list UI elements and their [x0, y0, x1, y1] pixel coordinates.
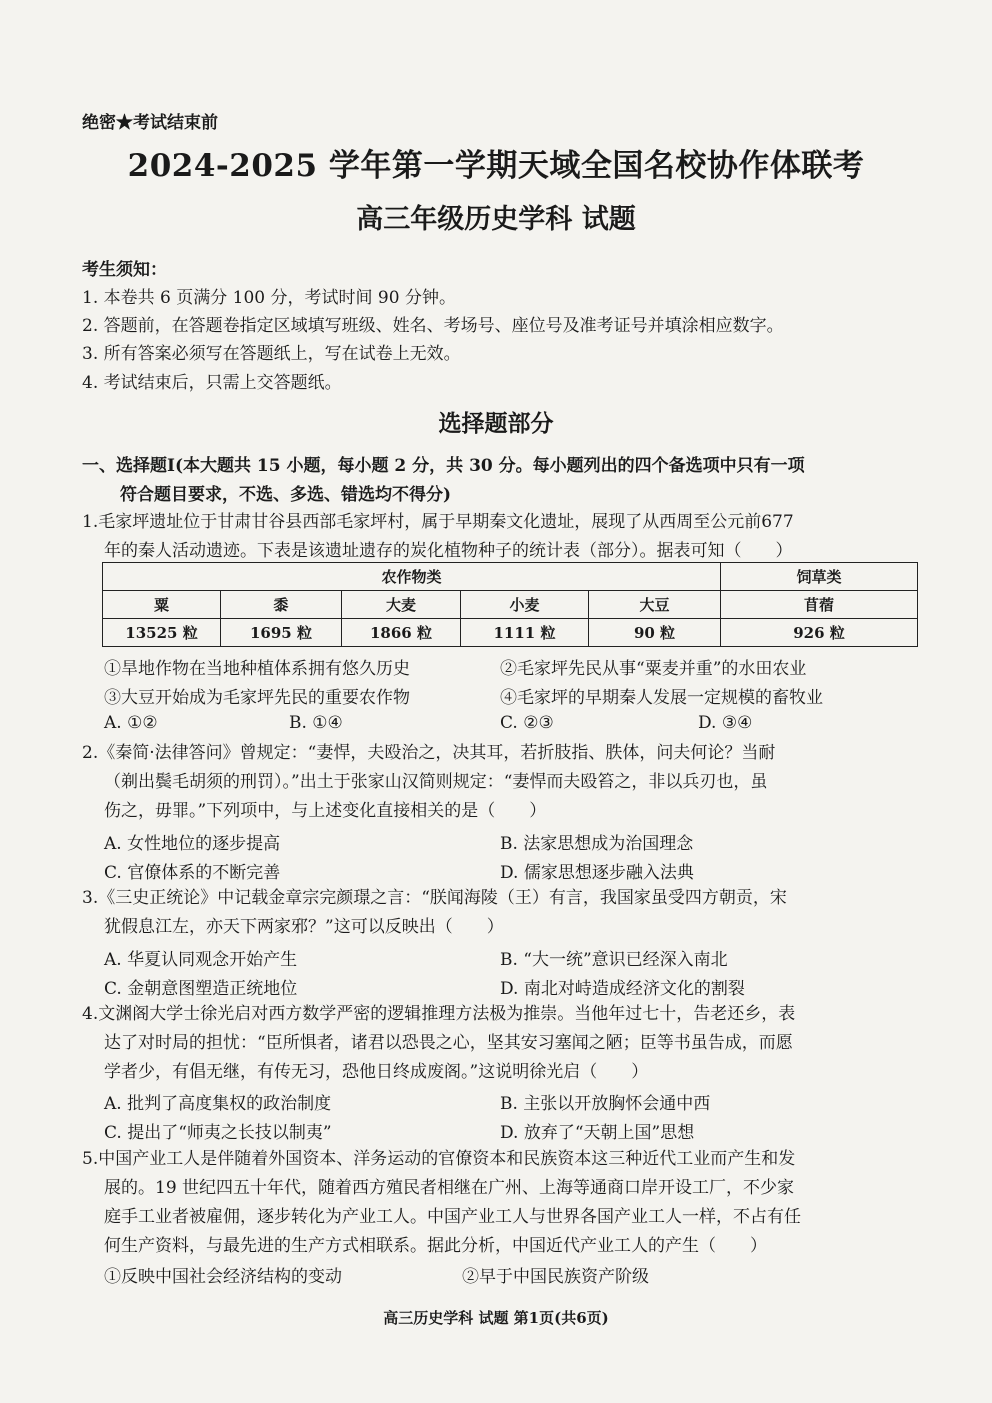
table-cell: 926 粒: [721, 619, 918, 647]
notice-item: 4. 考试结束后，只需上交答题纸。: [82, 373, 342, 393]
table-cell: 1866 粒: [342, 619, 461, 647]
question-2-line-3: 伤之，毋罪。”下列项中，与上述变化直接相关的是（ ）: [104, 801, 547, 821]
option-b: B. 主张以开放胸怀会通中西: [500, 1094, 711, 1114]
exam-title: 2024-2025 学年第一学期天域全国名校协作体联考: [127, 148, 865, 184]
option-c: C. ②③: [500, 713, 554, 733]
question-4-line-2: 达了对时局的担忧：“臣所惧者，诸君以恐畏之心，坚其安习塞闻之陋；臣等书虽告成，而愿: [104, 1033, 793, 1053]
statement: ②毛家坪先民从事“粟麦并重”的水田农业: [500, 659, 807, 679]
part-instructions: [82, 452, 942, 510]
exam-subtitle: 高三年级历史学科 试题: [356, 204, 636, 235]
question-3: [82, 884, 942, 942]
statement: ①旱地作物在当地种植体系拥有悠久历史: [104, 659, 410, 679]
question-5-line-1: 5.中国产业工人是伴随着外国资本、洋务运动的官僚资本和民族资本这三种近代工业而产生和发: [82, 1149, 796, 1169]
option-b: B. ①④: [289, 713, 343, 733]
option-d: D. 儒家思想逐步融入法典: [500, 863, 694, 883]
option-c: C. 金朝意图塑造正统地位: [104, 979, 298, 999]
question-5-line-3: 庭手工业者被雇佣，逐步转化为产业工人。中国产业工人与世界各国产业工人一样，不占有任: [104, 1207, 801, 1227]
table-header: 大麦: [342, 591, 461, 619]
table-header: 黍: [221, 591, 342, 619]
question-5: [82, 1145, 942, 1261]
option-a: A. 女性地位的逐步提高: [104, 834, 281, 854]
table-group-forage: 饲草类: [721, 563, 918, 591]
page-footer: 高三历史学科 试题 第1页(共6页): [383, 1309, 609, 1327]
question-3-line-1: 3.《三史正统论》中记载金章宗完颜璟之言：“朕闻海陵（王）有言，我国家虽受四方朝贡，宋: [82, 888, 787, 908]
table-cell: 90 粒: [589, 619, 721, 647]
statement: ②早于中国民族资产阶级: [462, 1267, 649, 1287]
option-a: A. 批判了高度集权的政治制度: [104, 1094, 332, 1114]
option-d: D. 放弃了“天朝上国”思想: [500, 1123, 695, 1143]
confidential-label: 绝密★考试结束前: [82, 113, 218, 133]
option-a: A. 华夏认同观念开始产生: [104, 950, 298, 970]
table-group-crops: 农作物类: [103, 563, 721, 591]
table-cell: 13525 粒: [103, 619, 221, 647]
table-cell: 1695 粒: [221, 619, 342, 647]
question-4: [82, 1000, 942, 1087]
question-5-line-2: 展的。19 世纪四五十年代，随着西方殖民者相继在广州、上海等通商口岸开设工厂，不少家: [104, 1178, 795, 1198]
table-header: 小麦: [461, 591, 589, 619]
part-line-2: 符合题目要求，不选、多选、错选均不得分): [120, 485, 452, 505]
option-d: D. 南北对峙造成经济文化的割裂: [500, 979, 745, 999]
table-cell: 1111 粒: [461, 619, 589, 647]
notice-item: 3. 所有答案必须写在答题纸上，写在试卷上无效。: [82, 344, 461, 364]
question-2-line-1: 2.《秦简·法律答问》曾规定：“妻悍，夫殴治之，决其耳，若折肢指、胅体，问夫何论？当耐: [82, 743, 776, 763]
statement: ①反映中国社会经济结构的变动: [104, 1267, 342, 1287]
table-header: 大豆: [589, 591, 721, 619]
table-row: [103, 619, 918, 647]
table-header: 苜蓿: [721, 591, 918, 619]
question-2: [82, 739, 942, 826]
option-b: B. “大一统”意识已经深入南北: [500, 950, 728, 970]
option-a: A. ①②: [104, 713, 158, 733]
question-5-line-4: 何生产资料，与最先进的生产方式相联系。据此分析，中国近代产业工人的产生（ ）: [104, 1236, 767, 1256]
question-1-line-2: 年的秦人活动遗迹。下表是该遗址遗存的炭化植物种子的统计表（部分）。据表可知（ ）: [104, 541, 793, 561]
section-title: 选择题部分: [438, 410, 554, 437]
option-c: C. 提出了“师夷之长技以制夷”: [104, 1123, 332, 1143]
notice-heading: 考生须知：: [82, 260, 167, 280]
option-c: C. 官僚体系的不断完善: [104, 863, 281, 883]
question-4-line-1: 4.文渊阁大学士徐光启对西方数学严密的逻辑推理方法极为推崇。当他年过七十，告老还乡，表: [82, 1004, 796, 1024]
notice-item: 2. 答题前，在答题卷指定区域填写班级、姓名、考场号、座位号及准考证号并填涂相应数字。: [82, 316, 784, 336]
question-2-line-2: （剃出鬓毛胡须的刑罚）。”出土于张家山汉简则规定：“妻悍而夫殴笞之，非以兵刃也，虽: [104, 772, 768, 792]
option-d: D. ③④: [698, 713, 753, 733]
question-4-line-3: 学者少，有倡无继，有传无习，恐他日终成废阁。”这说明徐光启（ ）: [104, 1062, 649, 1082]
statement: ④毛家坪的早期秦人发展一定规模的畜牧业: [500, 688, 823, 708]
table-header-row: [103, 591, 918, 619]
seed-statistics-table: [102, 562, 918, 647]
question-1-line-1: 1.毛家坪遗址位于甘肃甘谷县西部毛家坪村，属于早期秦文化遗址，展现了从西周至公元前677: [82, 512, 794, 532]
question-1: [82, 508, 942, 566]
statement: ③大豆开始成为毛家坪先民的重要农作物: [104, 688, 410, 708]
part-line-1: 一、选择题Ⅰ(本大题共 15 小题，每小题 2 分，共 30 分。每小题列出的四个备选项中只有一项: [82, 456, 805, 476]
question-3-line-2: 犹假息江左，亦天下两家邪？”这可以反映出（ ）: [104, 917, 504, 937]
notice-item: 1. 本卷共 6 页满分 100 分，考试时间 90 分钟。: [82, 288, 456, 308]
option-b: B. 法家思想成为治国理念: [500, 834, 694, 854]
table-header: 粟: [103, 591, 221, 619]
